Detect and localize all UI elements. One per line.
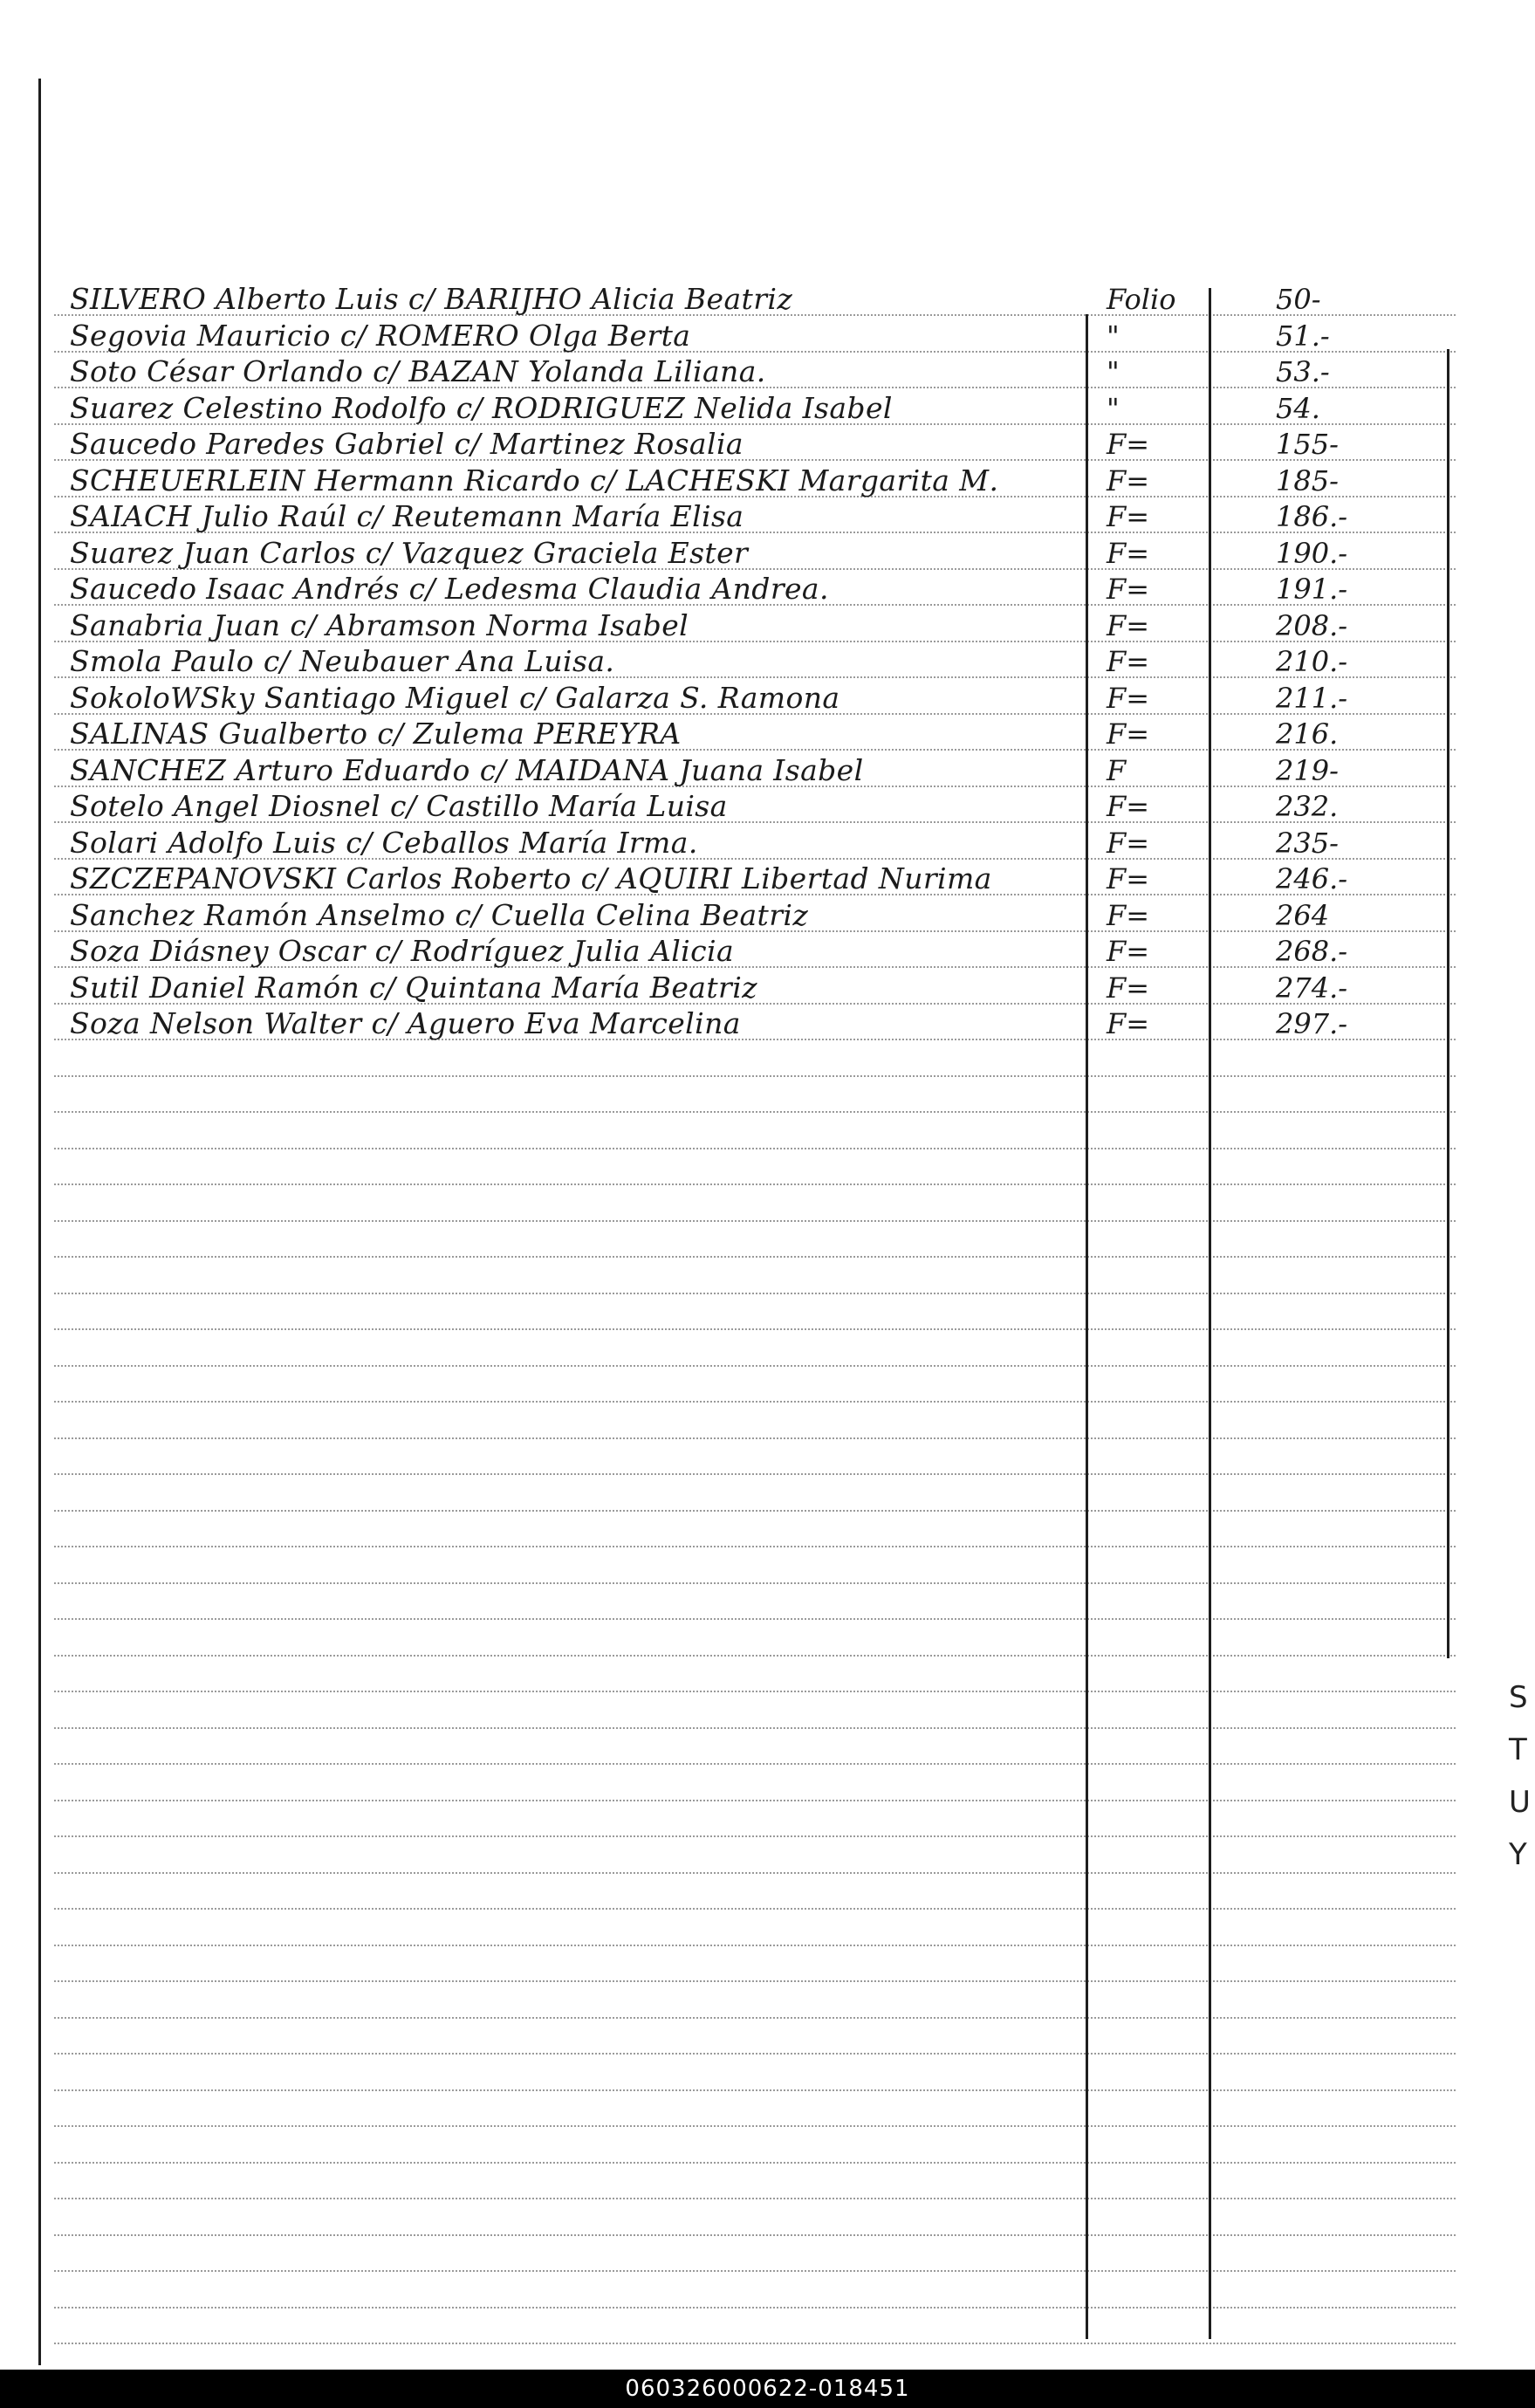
ruled-line: [54, 1328, 1456, 1330]
entry-folio-mark: ": [1107, 392, 1120, 425]
entry-folio-number: 208.-: [1276, 609, 1348, 642]
entry-names: Saucedo Isaac Andrés c/ Ledesma Claudia Andrea.: [70, 572, 829, 606]
ruled-line: [54, 1437, 1456, 1439]
register-entry: [0, 931, 1535, 973]
entry-folio-number: 191.-: [1276, 573, 1348, 606]
edge-letter: U: [1509, 1785, 1531, 1820]
entry-folio-number: 54.: [1276, 392, 1320, 425]
ruled-line: [54, 1618, 1456, 1620]
entry-folio-mark: F=: [1107, 645, 1150, 678]
entry-folio-mark: F=: [1107, 428, 1150, 461]
ruled-line: [54, 1800, 1456, 1801]
ruled-line: [54, 1980, 1456, 1982]
entry-folio-number: 186.-: [1276, 500, 1348, 533]
entry-folio-number: 219-: [1276, 754, 1339, 787]
ruled-line: [54, 1075, 1456, 1077]
entry-folio-number: 297.-: [1276, 1007, 1348, 1040]
ruled-line: [54, 1256, 1456, 1258]
entry-folio-mark: F=: [1107, 464, 1150, 497]
entry-folio-mark: F=: [1107, 717, 1150, 751]
entry-names: Smola Paulo c/ Neubauer Ana Luisa.: [70, 644, 615, 678]
entry-names: Suarez Juan Carlos c/ Vazquez Graciela Ester: [70, 536, 749, 570]
register-entry: [0, 786, 1535, 828]
ruled-line: [54, 1835, 1456, 1837]
register-entry: [0, 714, 1535, 756]
ruled-line: [54, 1293, 1456, 1294]
entry-folio-mark: F=: [1107, 899, 1150, 932]
entry-folio-mark: F=: [1107, 537, 1150, 570]
page-edge-letters: [1509, 1671, 1535, 1881]
ruled-line: [54, 1220, 1456, 1222]
entry-folio-mark: ": [1107, 319, 1120, 353]
entry-folio-number: 216.: [1276, 717, 1339, 751]
entry-folio-number: 155-: [1276, 428, 1339, 461]
register-entry: [0, 497, 1535, 539]
entry-folio-mark: ": [1107, 355, 1120, 388]
entry-names: Soza Diásney Oscar c/ Rodríguez Julia Alicia: [70, 934, 735, 968]
entry-folio-number: 210.-: [1276, 645, 1348, 678]
entry-names: Sanchez Ramón Anselmo c/ Cuella Celina Beatriz: [70, 898, 809, 932]
ruled-line: [54, 1510, 1456, 1512]
ruled-line: [54, 1908, 1456, 1910]
ruled-line: [54, 2343, 1456, 2344]
entry-folio-mark: F=: [1107, 682, 1150, 715]
entry-folio-mark: F=: [1107, 827, 1150, 860]
edge-letter: T: [1509, 1732, 1527, 1767]
ruled-line: [54, 1727, 1456, 1729]
register-entry: [0, 569, 1535, 611]
ruled-line: [54, 2162, 1456, 2164]
entry-folio-number: 51.-: [1276, 319, 1330, 353]
entry-names: Saucedo Paredes Gabriel c/ Martinez Rosalia: [70, 427, 744, 461]
ruled-line: [54, 1945, 1456, 1946]
ruled-line: [54, 2198, 1456, 2199]
entry-names: Soza Nelson Walter c/ Aguero Eva Marcelina: [70, 1006, 741, 1040]
entry-folio-mark: Folio: [1107, 283, 1176, 316]
entry-names: Segovia Mauricio c/ ROMERO Olga Berta: [70, 319, 691, 353]
ruled-line: [54, 1473, 1456, 1475]
entry-folio-mark: F=: [1107, 573, 1150, 606]
entry-names: SAIACH Julio Raúl c/ Reutemann María Elisa: [70, 499, 744, 533]
ruled-line: [54, 1546, 1456, 1547]
ruled-line: [54, 2270, 1456, 2272]
entry-folio-number: 264: [1276, 899, 1330, 932]
ruled-line: [54, 2053, 1456, 2055]
entry-folio-mark: F=: [1107, 862, 1150, 895]
entry-names: SZCZEPANOVSKI Carlos Roberto c/ AQUIRI Libertad Nurima: [70, 861, 992, 895]
ruled-line: [54, 1655, 1456, 1657]
entry-folio-number: 246.-: [1276, 862, 1348, 895]
entry-folio-number: 232.: [1276, 790, 1339, 823]
entry-names: SokoloWSky Santiago Miguel c/ Galarza S. Ramona: [70, 681, 840, 715]
ruled-line: [54, 2234, 1456, 2236]
entry-names: Suarez Celestino Rodolfo c/ RODRIGUEZ Nelida Isabel: [70, 391, 893, 425]
ruled-line: [54, 2307, 1456, 2309]
register-entry: [0, 1004, 1535, 1046]
entry-folio-number: 211.-: [1276, 682, 1348, 715]
ruled-line: [54, 2017, 1456, 2019]
entry-folio-mark: F: [1107, 754, 1127, 787]
entry-folio-number: 53.-: [1276, 355, 1330, 388]
entry-names: Sanabria Juan c/ Abramson Norma Isabel: [70, 608, 689, 642]
document-id-footer: 060326000622-018451: [0, 2370, 1535, 2408]
entry-folio-number: 50-: [1276, 283, 1321, 316]
entry-names: SALINAS Gualberto c/ Zulema PEREYRA: [70, 717, 682, 751]
ruled-line: [54, 1111, 1456, 1113]
edge-letter: Y: [1509, 1837, 1527, 1872]
ruled-line: [54, 1183, 1456, 1185]
ruled-line: [54, 2125, 1456, 2127]
entry-folio-mark: F=: [1107, 971, 1150, 1005]
ruled-line: [54, 2089, 1456, 2091]
entry-names: SILVERO Alberto Luis c/ BARIJHO Alicia Beatriz: [70, 282, 793, 316]
entry-names: Sotelo Angel Diosnel c/ Castillo María Luisa: [70, 789, 728, 823]
ruled-line: [54, 1582, 1456, 1584]
register-entry: [0, 352, 1535, 394]
entry-folio-number: 235-: [1276, 827, 1339, 860]
entry-folio-number: 268.-: [1276, 935, 1348, 968]
ruled-line: [54, 1148, 1456, 1149]
entry-folio-mark: F=: [1107, 935, 1150, 968]
register-entry: [0, 641, 1535, 683]
entry-folio-mark: F=: [1107, 1007, 1150, 1040]
register-entry: [0, 279, 1535, 321]
entry-names: SCHEUERLEIN Hermann Ricardo c/ LACHESKI Margarita M.: [70, 463, 999, 497]
entry-names: SANCHEZ Arturo Eduardo c/ MAIDANA Juana Isabel: [70, 753, 864, 787]
ruled-line: [54, 1401, 1456, 1403]
ruled-line: [54, 1365, 1456, 1367]
register-entry: [0, 424, 1535, 466]
entry-folio-number: 190.-: [1276, 537, 1348, 570]
entry-folio-number: 185-: [1276, 464, 1339, 497]
entry-folio-mark: F=: [1107, 790, 1150, 823]
entry-folio-number: 274.-: [1276, 971, 1348, 1005]
entry-names: Solari Adolfo Luis c/ Ceballos María Irma.: [70, 826, 698, 860]
entry-names: Sutil Daniel Ramón c/ Quintana María Beatriz: [70, 971, 757, 1005]
entry-names: Soto César Orlando c/ BAZAN Yolanda Liliana.: [70, 354, 766, 388]
ruled-line: [54, 1763, 1456, 1765]
entry-folio-mark: F=: [1107, 500, 1150, 533]
entry-folio-mark: F=: [1107, 609, 1150, 642]
register-entry: [0, 859, 1535, 901]
ruled-line: [54, 1872, 1456, 1874]
edge-letter: S: [1509, 1680, 1528, 1715]
ruled-line: [54, 1691, 1456, 1692]
